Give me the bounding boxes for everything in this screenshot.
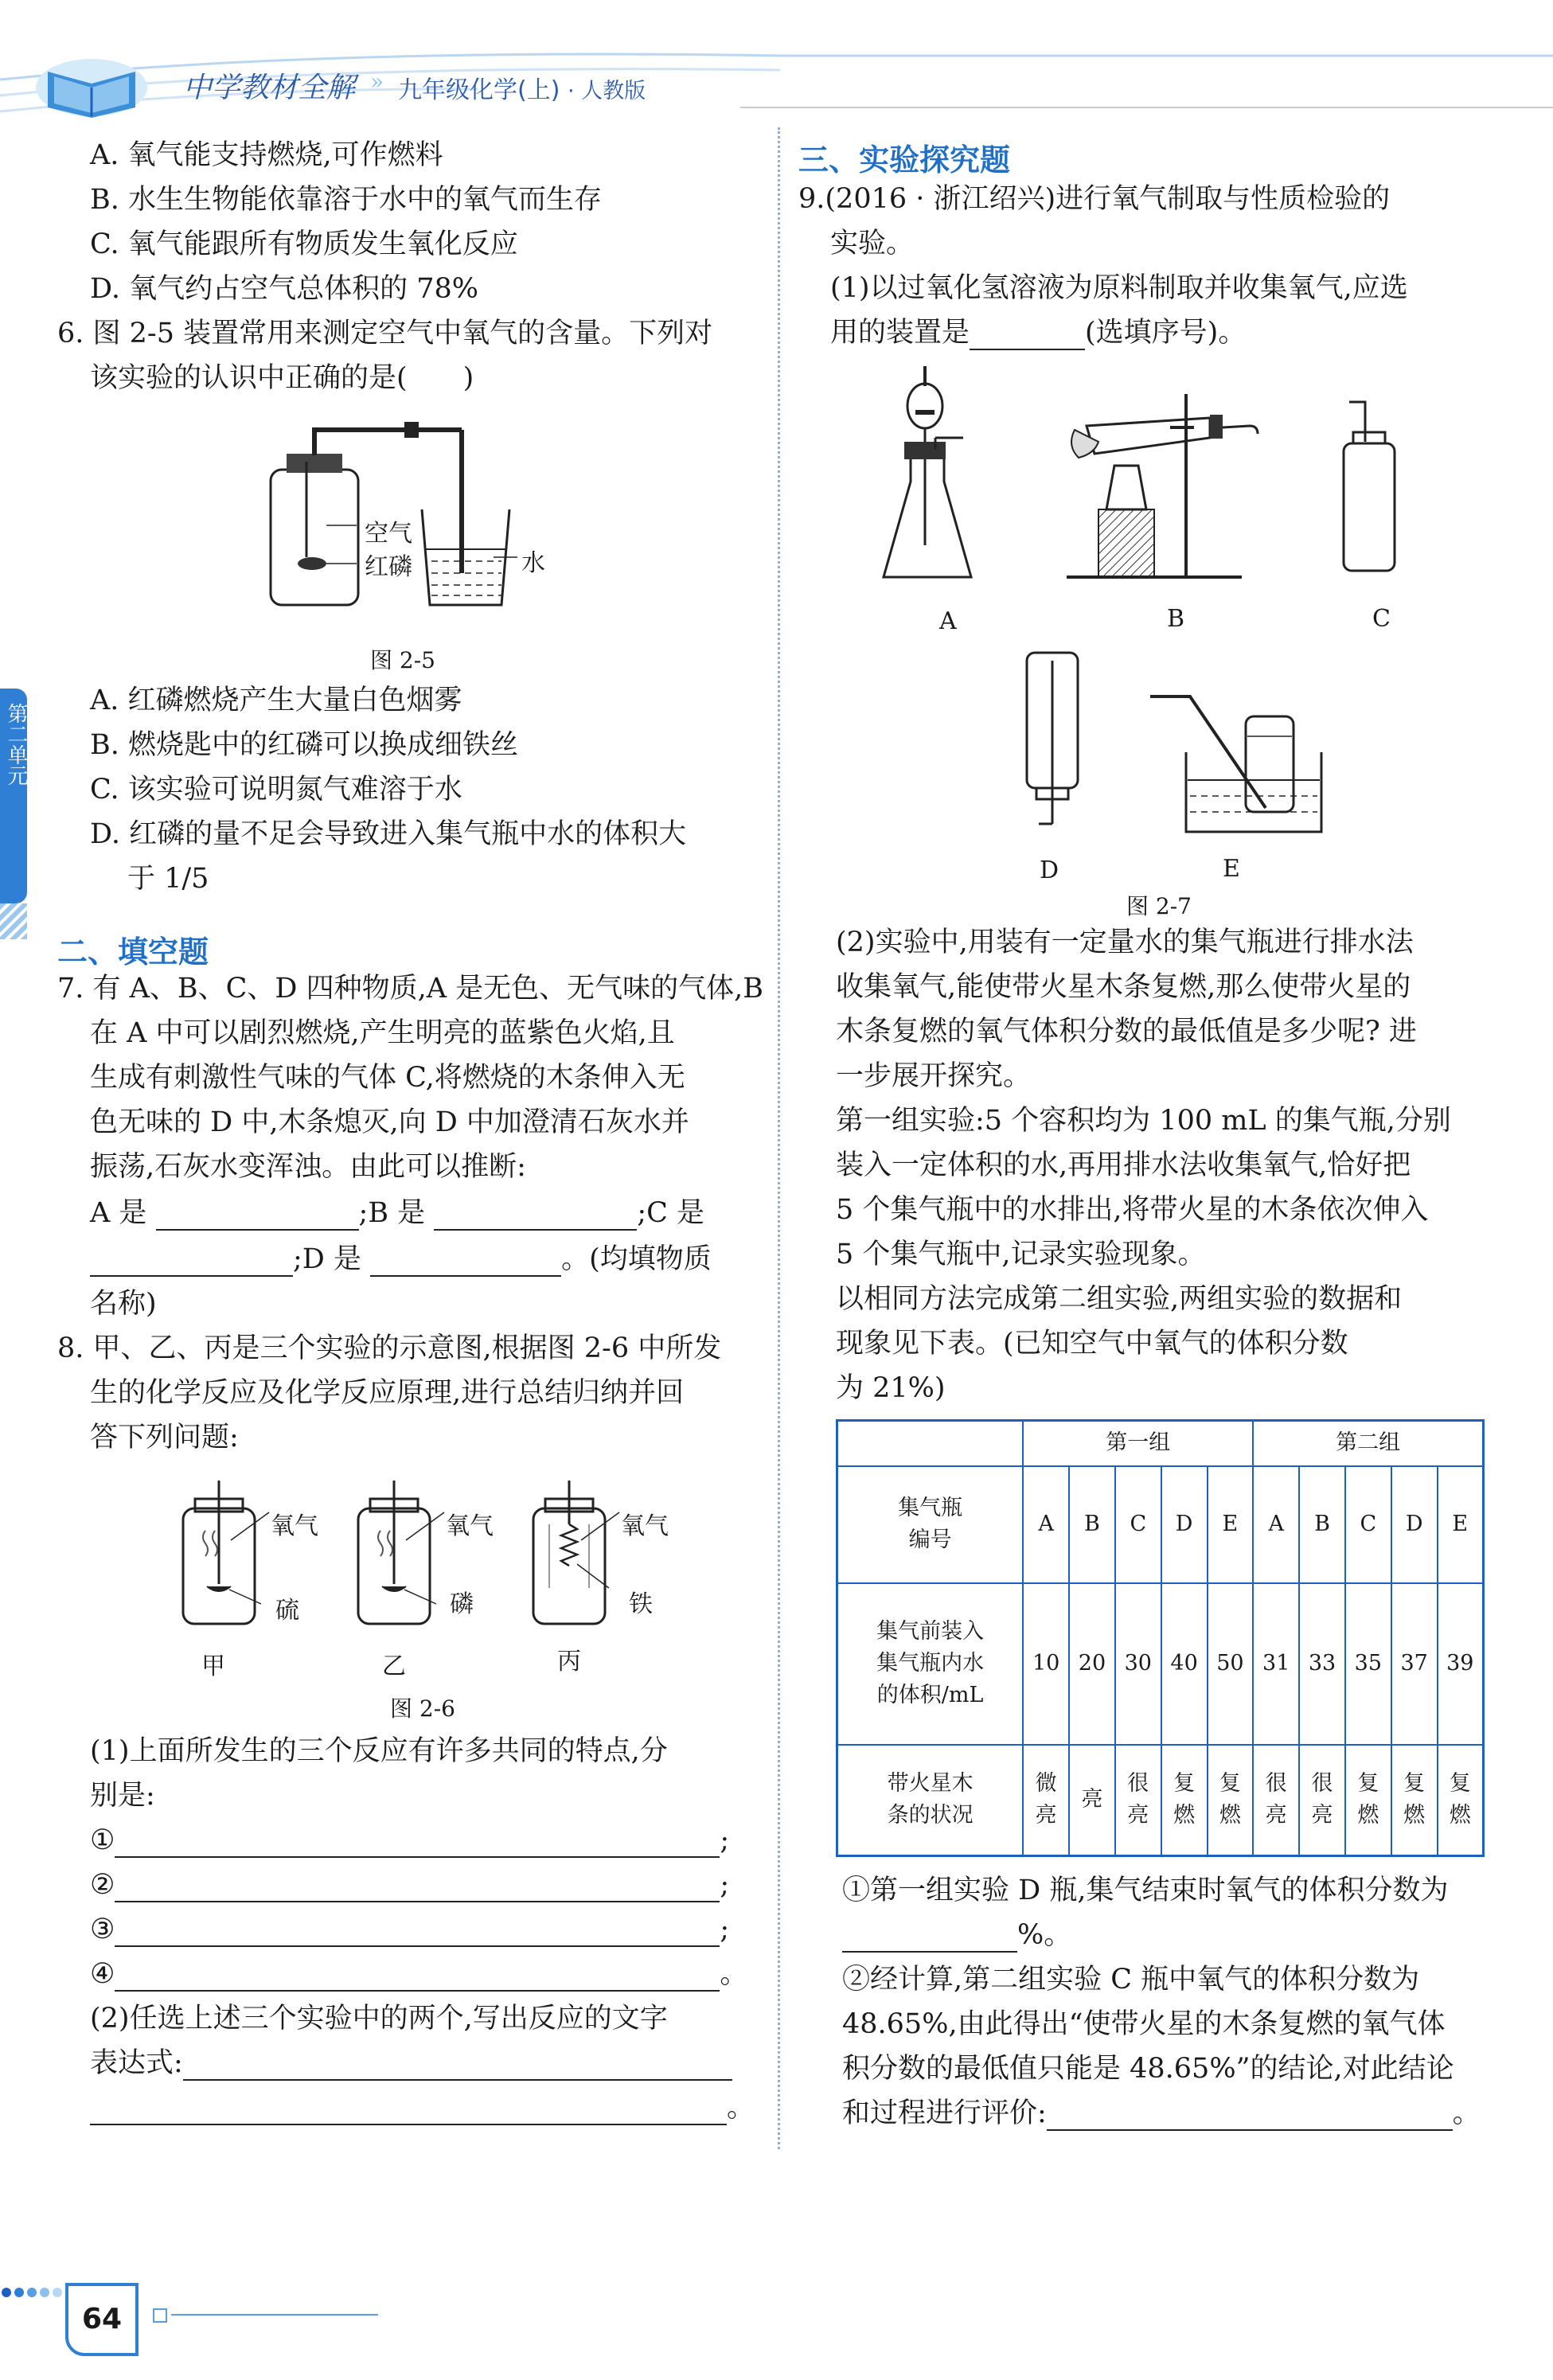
- q9-p2-line-6: 装入一定体积的水,再用排水法收集氧气,恰好把: [836, 1149, 1411, 1181]
- fig27-label-c: C: [1372, 605, 1391, 633]
- figure-2-5: [263, 414, 581, 613]
- fig27-label-e: E: [1223, 855, 1240, 883]
- state-char: 复: [1449, 1771, 1471, 1797]
- bottle-cell: B: [1299, 1466, 1345, 1583]
- fig26-phosphorus: 磷: [450, 1590, 474, 1618]
- state-char: 亮: [1311, 1803, 1333, 1828]
- volume-label-l2: 集气瓶内水: [876, 1651, 985, 1676]
- book-logo-icon: [32, 48, 151, 119]
- state-cell: [1253, 1745, 1299, 1856]
- fig26-caption: 图 2-6: [390, 1695, 455, 1722]
- state-label-l2: 条的状况: [887, 1803, 974, 1828]
- q9-p2-line-9: 以相同方法完成第二组实验,两组实验的数据和: [836, 1283, 1403, 1315]
- bottle-cell: C: [1115, 1466, 1161, 1583]
- bottle-cell: D: [1391, 1466, 1438, 1583]
- apparatus-d: [1027, 653, 1078, 824]
- q9-line-1: 9.(2016 · 浙江绍兴)进行氧气制取与性质检验的: [798, 183, 1391, 215]
- q9-p1-label: 用的装置是: [830, 317, 970, 349]
- column-divider: [778, 127, 780, 2149]
- q8-answer-2: ② ;: [90, 1869, 730, 1901]
- state-char: 复: [1173, 1771, 1196, 1797]
- header-arrow-icon: »: [370, 68, 384, 95]
- apparatus-c: [1344, 402, 1395, 571]
- q7-c-label: ;C 是: [637, 1197, 705, 1229]
- q7-c-blank[interactable]: [90, 1248, 293, 1277]
- q7-line-3: 生成有刺激性气味的气体 C,将燃烧的木条伸入无: [90, 1062, 685, 1094]
- fig27-caption: 图 2-7: [1126, 893, 1192, 919]
- volume-cell: 35: [1345, 1583, 1391, 1745]
- q8-answer-4: ④ 。: [90, 1958, 748, 1990]
- q9-p1-suffix: (选填序号)。: [1085, 317, 1247, 349]
- state-char: 亮: [1127, 1803, 1149, 1828]
- header: [0, 0, 1553, 119]
- fig26-jia: 甲: [201, 1652, 225, 1680]
- bottle-cell: C: [1345, 1466, 1391, 1583]
- q7-d-blank[interactable]: [370, 1248, 561, 1277]
- q8-p2-blank-2[interactable]: [90, 2097, 727, 2125]
- apparatus-a: [884, 366, 971, 577]
- q5-option-d: D. 氧气约占空气总体积的 78%: [90, 273, 478, 305]
- apparatus-b: [1067, 394, 1258, 577]
- volume-cell: 50: [1208, 1583, 1254, 1745]
- q9-p2-line-10: 现象见下表。(已知空气中氧气的体积分数: [836, 1328, 1348, 1360]
- state-char: 燃: [1357, 1803, 1379, 1828]
- table-group-2: 第二组: [1253, 1421, 1483, 1466]
- state-cell: [1345, 1745, 1391, 1856]
- fig25-air-label: 空气: [365, 520, 412, 548]
- state-char: 复: [1403, 1771, 1426, 1797]
- q9-line-2: 实验。: [830, 228, 915, 259]
- header-book: 九年级化学(上): [398, 76, 560, 104]
- q6-option-d: D. 红磷的量不足会导致进入集气瓶中水的体积大: [90, 818, 687, 850]
- state-cell: [1438, 1745, 1484, 1856]
- section-2-title: 二、填空题: [57, 934, 209, 970]
- q8-line-2: 生的化学反应及化学反应原理,进行总结归纳并回: [90, 1377, 685, 1409]
- q7-a-blank[interactable]: [156, 1202, 359, 1231]
- volume-cell: 10: [1023, 1583, 1069, 1745]
- state-char: 微: [1035, 1771, 1057, 1797]
- footer-square-icon: [153, 2308, 167, 2323]
- q5-option-b: B. 水生生物能依靠溶于水中的氧气而生存: [90, 184, 602, 216]
- q7-b-label: ;B 是: [358, 1197, 426, 1229]
- fig27-label-a: A: [939, 607, 957, 635]
- circle-1: ①: [90, 1824, 115, 1856]
- section-3-title: 三、实验探究题: [798, 142, 1011, 178]
- q7-line-1: 7. 有 A、B、C、D 四种物质,A 是无色、无气味的气体,B: [57, 973, 763, 1005]
- state-char: 亮: [1081, 1787, 1103, 1812]
- q7-line-2: 在 A 中可以剧烈燃烧,产生明亮的蓝紫色火焰,且: [90, 1017, 675, 1049]
- state-char: 燃: [1173, 1803, 1196, 1828]
- bottle-label-l1: 集气瓶: [898, 1496, 963, 1520]
- volume-label-l3: 的体积/mL: [876, 1683, 984, 1707]
- bottle-cell: E: [1208, 1466, 1254, 1583]
- footer-rule: [171, 2314, 378, 2316]
- q5-option-a: A. 氧气能支持燃烧,可作燃料: [90, 139, 443, 171]
- header-series: 中学教材全解: [183, 72, 356, 104]
- q9-p1-line-1: (1)以过氧化氢溶液为原料制取并收集氧气,应选: [830, 272, 1408, 304]
- table-group-1: 第一组: [1023, 1421, 1253, 1466]
- q9-p2-line-2: 收集氧气,能使带火星木条复燃,那么使带火星的: [836, 971, 1411, 1003]
- q8-answer-1: ① ;: [90, 1824, 730, 1856]
- q9-p2-line-11: 为 21%): [836, 1372, 946, 1404]
- fig26-iron: 铁: [629, 1590, 653, 1618]
- state-cell: [1023, 1745, 1069, 1856]
- q9-s1-line-1: ①第一组实验 D 瓶,集气结束时氧气的体积分数为: [842, 1875, 1449, 1906]
- circle-3: ③: [90, 1914, 115, 1945]
- header-edition: · 人教版: [567, 79, 646, 103]
- page-number: 64: [81, 2303, 123, 2335]
- q9-s2-line-1: ②经计算,第二组实验 C 瓶中氧气的体积分数为: [842, 1964, 1420, 1996]
- q8-answer-3-blank[interactable]: [115, 1918, 720, 1947]
- fig26-oxygen-3: 氧气: [621, 1512, 669, 1540]
- volume-cell: 31: [1253, 1583, 1299, 1745]
- state-cell: [1299, 1745, 1345, 1856]
- q9-s1-suffix: %。: [1017, 1919, 1072, 1951]
- footer-dots: [0, 2284, 72, 2304]
- q8-answer-3: ③ ;: [90, 1914, 730, 1945]
- side-tab-shadow: [0, 903, 27, 939]
- apparatus-e: [1150, 696, 1321, 832]
- q7-blank-row-2: [90, 1242, 712, 1277]
- fig26-sulfur: 硫: [275, 1597, 299, 1625]
- table-row-label-state: [837, 1745, 1024, 1856]
- q8-line-1: 8. 甲、乙、丙是三个实验的示意图,根据图 2-6 中所发: [57, 1332, 722, 1364]
- q9-s1-line-2: [842, 1918, 1071, 1953]
- state-label-l1: 带火星木: [887, 1771, 974, 1797]
- q8-p2-label: 表达式:: [90, 2047, 183, 2079]
- state-char: 复: [1219, 1771, 1241, 1797]
- q5-option-c: C. 氧气能跟所有物质发生氧化反应: [90, 228, 518, 260]
- side-tab: [0, 689, 27, 903]
- bottle-cell: E: [1438, 1466, 1484, 1583]
- q8-answer-2-blank[interactable]: [115, 1874, 720, 1902]
- fig26-oxygen-1: 氧气: [271, 1512, 318, 1540]
- state-cell: [1069, 1745, 1115, 1856]
- q7-blank-row-1: [90, 1196, 704, 1231]
- state-cell: [1391, 1745, 1438, 1856]
- fig25-caption: 图 2-5: [370, 647, 435, 673]
- fig26-oxygen-2: 氧气: [446, 1512, 494, 1540]
- q6-option-a: A. 红磷燃烧产生大量白色烟雾: [90, 685, 462, 716]
- q9-p1-blank[interactable]: [970, 322, 1085, 350]
- volume-cell: 20: [1069, 1583, 1115, 1745]
- q8-p2-line-1: (2)任选上述三个实验中的两个,写出反应的文字: [90, 2003, 668, 2035]
- q8-p2-blank-1[interactable]: [183, 2052, 732, 2081]
- q9-s2-blank[interactable]: [1047, 2102, 1453, 2131]
- state-char: 很: [1311, 1771, 1333, 1797]
- q7-line-4: 色无味的 D 中,木条熄灭,向 D 中加澄清石灰水并: [90, 1106, 689, 1138]
- table-row-label-volume: [837, 1583, 1024, 1745]
- volume-label-l1: 集气前装入: [876, 1619, 985, 1644]
- q8-p1-line-2: 别是:: [90, 1780, 155, 1812]
- bottle-cell: B: [1069, 1466, 1115, 1583]
- bottle-cell: D: [1161, 1466, 1208, 1583]
- state-char: 亮: [1035, 1803, 1057, 1828]
- q9-p1-line-2: [830, 315, 1246, 350]
- q6-stem-1: 6. 图 2-5 装置常用来测定空气中氧气的含量。下列对: [57, 318, 713, 349]
- fig27-label-d: D: [1040, 856, 1059, 884]
- state-char: 复: [1357, 1771, 1379, 1797]
- state-char: 亮: [1265, 1803, 1287, 1828]
- figure-2-6: [175, 1477, 621, 1636]
- q9-p2-line-4: 一步展开探究。: [836, 1060, 1032, 1092]
- bottle-cell: A: [1023, 1466, 1069, 1583]
- state-cell: [1115, 1745, 1161, 1856]
- fig25-phosphorus-label: 红磷: [365, 553, 412, 581]
- q7-end-label: 。(均填物质: [561, 1243, 712, 1275]
- q9-p2-line-5: 第一组实验:5 个容积均为 100 mL 的集气瓶,分别: [836, 1105, 1451, 1137]
- state-char: 很: [1127, 1771, 1149, 1797]
- fig26-bing: 丙: [557, 1648, 581, 1676]
- bottle-cell: A: [1253, 1466, 1299, 1583]
- q9-p2-line-7: 5 个集气瓶中的水排出,将带火星的木条依次伸入: [836, 1194, 1429, 1226]
- volume-cell: 40: [1161, 1583, 1208, 1745]
- q7-line-5: 振荡,石灰水变浑浊。由此可以推断:: [90, 1151, 526, 1183]
- state-char: 燃: [1219, 1803, 1241, 1828]
- q7-d-label: ;D 是: [293, 1243, 361, 1275]
- q9-p2-line-3: 木条复燃的氧气体积分数的最低值是多少呢? 进: [836, 1016, 1417, 1048]
- side-tab-label: 第二单元: [4, 703, 28, 786]
- fig27-label-b: B: [1167, 605, 1185, 633]
- state-cell: [1161, 1745, 1208, 1856]
- volume-cell: 30: [1115, 1583, 1161, 1745]
- experiment-table: [836, 1419, 1485, 1857]
- circle-4: ④: [90, 1958, 115, 1990]
- fig26-yi: 乙: [382, 1652, 406, 1680]
- table-corner: [837, 1421, 1024, 1466]
- q6-option-d-cont: 于 1/5: [127, 863, 209, 895]
- q7-tail: 名称): [90, 1288, 157, 1320]
- q8-answer-1-blank[interactable]: [115, 1829, 720, 1858]
- q7-b-blank[interactable]: [434, 1202, 637, 1231]
- q8-answer-4-blank[interactable]: [115, 1963, 720, 1992]
- q6-option-c: C. 该实验可说明氮气难溶于水: [90, 774, 462, 806]
- state-char: 燃: [1403, 1803, 1426, 1828]
- page-number-box: [65, 2283, 139, 2356]
- q8-p2-line-3: 。: [90, 2090, 755, 2125]
- q8-p2-line-2: [90, 2046, 732, 2081]
- q9-p2-line-1: (2)实验中,用装有一定量水的集气瓶进行排水法: [836, 927, 1414, 958]
- state-char: 燃: [1449, 1803, 1471, 1828]
- volume-cell: 39: [1438, 1583, 1484, 1745]
- q9-s1-blank[interactable]: [842, 1924, 1017, 1953]
- q9-s2-line-3: 积分数的最低值只能是 48.65%”的结论,对此结论: [842, 2053, 1454, 2085]
- volume-cell: 37: [1391, 1583, 1438, 1745]
- q9-s2-label: 和过程进行评价:: [842, 2097, 1047, 2129]
- q9-s2-line-2: 48.65%,由此得出“使带火星的木条复燃的氧气体: [842, 2008, 1446, 2040]
- q7-a-label: A 是: [90, 1197, 147, 1229]
- q8-line-3: 答下列问题:: [90, 1422, 239, 1453]
- fig25-water-label: 水: [521, 549, 545, 577]
- q6-option-b: B. 燃烧匙中的红磷可以换成细铁丝: [90, 729, 518, 761]
- q8-p1-line-1: (1)上面所发生的三个反应有许多共同的特点,分: [90, 1735, 668, 1767]
- q9-p2-line-8: 5 个集气瓶中,记录实验现象。: [836, 1239, 1206, 1270]
- state-char: 很: [1265, 1771, 1287, 1797]
- bottle-label-l2: 编号: [908, 1527, 952, 1552]
- table-row-label-bottle: [837, 1466, 1024, 1583]
- state-cell: [1208, 1745, 1254, 1856]
- q9-s2-line-4: 和过程进行评价: 。: [842, 2097, 1481, 2129]
- circle-2: ②: [90, 1869, 115, 1901]
- volume-cell: 33: [1299, 1583, 1345, 1745]
- q6-stem-2: 该实验的认识中正确的是( ): [90, 362, 474, 394]
